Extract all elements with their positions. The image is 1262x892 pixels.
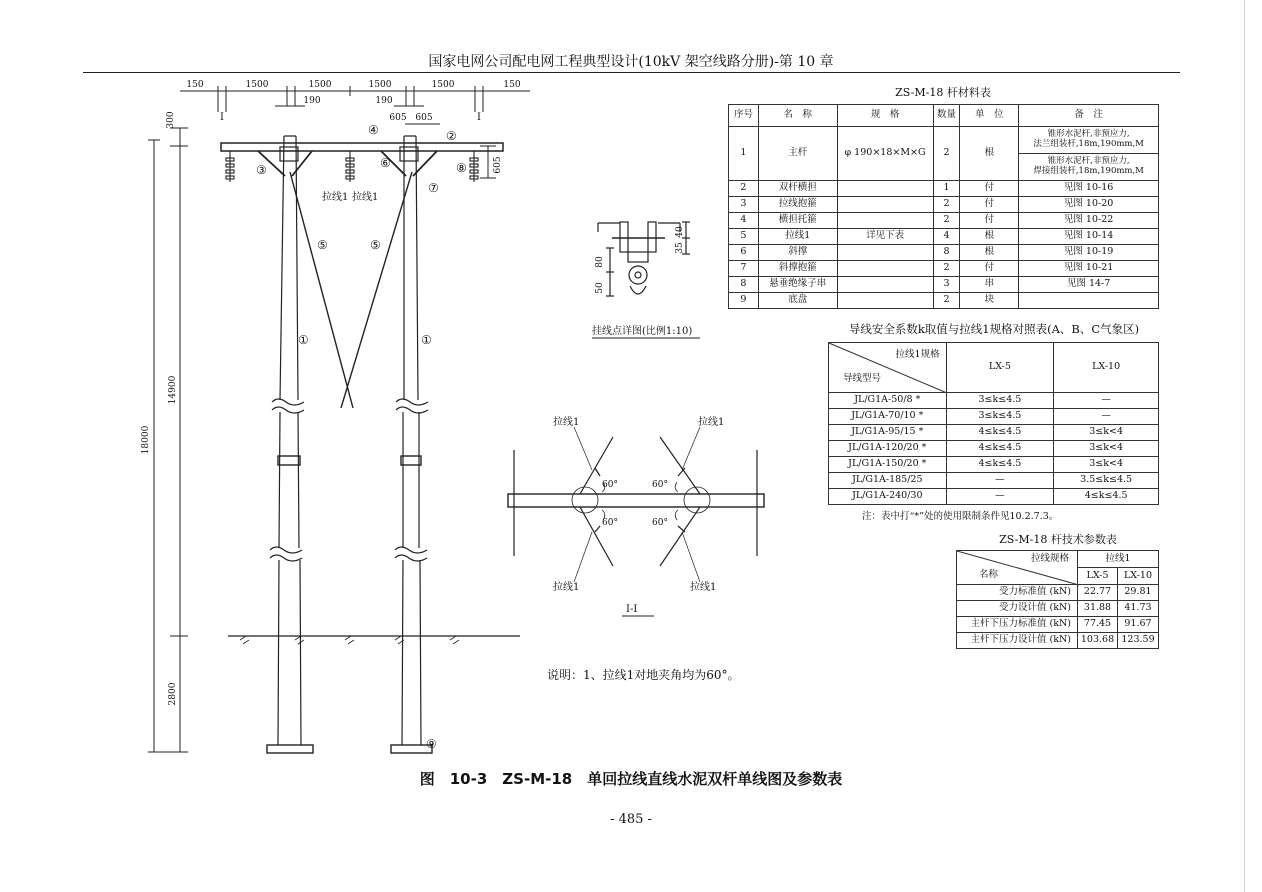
cell-lx10: 123.59 (1118, 633, 1159, 649)
remark-line: 法兰组装杆,18m,190mm,M (1033, 139, 1144, 149)
cell-no: 3 (729, 197, 759, 213)
dim-top-5: 1500 (431, 80, 455, 90)
cell-no: 2 (729, 181, 759, 197)
cell-lx10: 3≤k<4 (1054, 441, 1159, 457)
table-row (729, 197, 1159, 213)
cell-no: 5 (729, 229, 759, 245)
cell-name: 双杆横担 (758, 181, 837, 197)
section-label-br: 拉线1 (690, 582, 717, 593)
cell-unit: 付 (960, 213, 1019, 229)
cell-name: 拉线1 (758, 229, 837, 245)
cell-no: 1 (729, 127, 759, 181)
cell-spec (837, 261, 933, 277)
section-mark-left: I (220, 112, 224, 123)
dim-cross-1: 605 (389, 113, 407, 123)
cell-remark (1019, 293, 1159, 309)
cell-remark (1019, 127, 1159, 154)
cell-spec (837, 213, 933, 229)
table-row (829, 441, 1159, 457)
cell-remark: 见图 10-20 (1019, 197, 1159, 213)
dim-mid-2: 190 (375, 96, 393, 106)
header-cell: LX-5 (946, 343, 1054, 393)
cell-unit: 付 (960, 181, 1019, 197)
header-cell: LX-10 (1118, 568, 1159, 585)
cell-qty: 2 (933, 197, 960, 213)
angle-tr: 60° (652, 480, 668, 490)
callout-4: ④ (368, 123, 379, 137)
callout-1a: ① (298, 333, 309, 347)
table-row (729, 261, 1159, 277)
cell-lx10: 41.73 (1118, 601, 1159, 617)
angle-br: 60° (652, 518, 668, 528)
cell-lx10: — (1054, 409, 1159, 425)
tech-param-table (956, 550, 1159, 649)
cell-unit: 串 (960, 277, 1019, 293)
section-mark-right: I (477, 112, 481, 123)
cell-unit: 块 (960, 293, 1019, 309)
callout-2: ② (446, 129, 457, 143)
drawing-note: 说明：1、拉线1对地夹角均为60°。 (547, 668, 740, 682)
cell-spec: 详见下表 (837, 229, 933, 245)
callout-3: ③ (256, 163, 267, 177)
cell-lx5: 77.45 (1078, 617, 1118, 633)
guy-label-left: 拉线1 (322, 192, 349, 203)
cell-lx5: — (946, 489, 1054, 505)
table-header-row (829, 343, 1159, 393)
cell-model: JL/G1A-150/20 * (829, 457, 947, 473)
binding-edge-line (1244, 0, 1245, 892)
cell-lx10: — (1054, 393, 1159, 409)
table-row (829, 489, 1159, 505)
cell-lx5: 3≤k≤4.5 (946, 393, 1054, 409)
cell-qty: 2 (933, 127, 960, 181)
cell-name: 底盘 (758, 293, 837, 309)
cell-qty: 2 (933, 293, 960, 309)
header-cell: 数量 (933, 105, 960, 127)
cell-lx5: 4≤k≤4.5 (946, 425, 1054, 441)
cell-qty: 1 (933, 181, 960, 197)
dim-top-4: 1500 (368, 80, 392, 90)
cell-lx10: 29.81 (1118, 585, 1159, 601)
remark-line: 锥形水泥杆,非预应力, (1047, 129, 1130, 140)
table-header-row (957, 551, 1159, 568)
header-cell: LX-10 (1054, 343, 1159, 393)
header-cell: 备 注 (1019, 105, 1159, 127)
cell-name: 斜撑抱箍 (758, 261, 837, 277)
group-header: 拉线1 (1078, 551, 1159, 568)
table-row (829, 473, 1159, 489)
corner-cell (957, 551, 1078, 585)
cell-unit: 根 (960, 127, 1019, 181)
cell-no: 9 (729, 293, 759, 309)
detail-dim-40: 40 (675, 226, 685, 238)
section-view (508, 427, 764, 582)
cell-model: JL/G1A-70/10 * (829, 409, 947, 425)
detail-dim-50: 50 (595, 282, 605, 294)
header-cell: 规 格 (837, 105, 933, 127)
cell-spec (837, 181, 933, 197)
cell-unit: 根 (960, 245, 1019, 261)
header-cell: 序号 (729, 105, 759, 127)
callout-8: ⑧ (456, 161, 467, 175)
cell-no: 8 (729, 277, 759, 293)
cell-qty: 2 (933, 261, 960, 277)
dim-left-14900: 14900 (168, 375, 178, 405)
table-row (957, 601, 1159, 617)
corner-top: 拉线规格 (1031, 553, 1070, 564)
dim-top-3: 1500 (308, 80, 332, 90)
cell-model: JL/G1A-185/25 (829, 473, 947, 489)
callout-7: ⑦ (428, 181, 439, 195)
detail-dim-35: 35 (675, 242, 685, 254)
cell-lx5: 103.68 (1078, 633, 1118, 649)
angle-bl: 60° (602, 518, 618, 528)
cell-remark (1019, 154, 1159, 181)
cell-lx10: 4≤k≤4.5 (1054, 489, 1159, 505)
pole-elevation-drawing (0, 0, 725, 770)
dim-top-6: 150 (503, 80, 521, 90)
cell-name: 斜撑 (758, 245, 837, 261)
table-row (729, 213, 1159, 229)
cell-model: JL/G1A-240/30 (829, 489, 947, 505)
table-row (957, 585, 1159, 601)
section-label-tl: 拉线1 (553, 417, 580, 428)
cell-lx5: — (946, 473, 1054, 489)
figure-caption: 图 10-3 ZS-M-18 单回拉线直线水泥双杆单线图及参数表 (419, 770, 843, 788)
dim-top-2: 1500 (245, 80, 269, 90)
cell-model: JL/G1A-50/8 * (829, 393, 947, 409)
table-row (729, 245, 1159, 261)
cell-remark: 见图 10-14 (1019, 229, 1159, 245)
cell-no: 4 (729, 213, 759, 229)
dim-left-300: 300 (166, 111, 176, 129)
corner-cell (829, 343, 947, 393)
safety-factor-table (828, 342, 1159, 505)
page-number: - 485 - (610, 812, 652, 827)
safety-table-note: 注：表中打“*”处的使用限制条件见10.2.7.3。 (862, 511, 1059, 522)
section-caption: I-I (626, 604, 638, 615)
callout-5a: ⑤ (317, 238, 328, 252)
dim-cross-3: 605 (493, 156, 503, 174)
dim-top-1: 150 (186, 80, 204, 90)
cell-name: 受力标准值 (kN) (957, 585, 1078, 601)
callout-9: ⑨ (426, 737, 437, 751)
cell-unit: 付 (960, 197, 1019, 213)
dim-left-2800: 2800 (168, 682, 178, 706)
guy-label-right: 拉线1 (352, 192, 379, 203)
cell-model: JL/G1A-120/20 * (829, 441, 947, 457)
table-row (957, 617, 1159, 633)
cell-unit: 付 (960, 261, 1019, 277)
cell-lx5: 3≤k≤4.5 (946, 409, 1054, 425)
detail-dim-80: 80 (595, 256, 605, 268)
cell-qty: 4 (933, 229, 960, 245)
section-label-tr: 拉线1 (698, 417, 725, 428)
cell-model: JL/G1A-95/15 * (829, 425, 947, 441)
table-row (957, 633, 1159, 649)
header-cell: LX-5 (1078, 568, 1118, 585)
remark-line: 焊接组装杆,18m,190mm,M (1033, 166, 1144, 176)
detail-caption: 挂线点详图(比例1:10) (592, 326, 693, 337)
cell-remark: 见图 10-22 (1019, 213, 1159, 229)
cell-name: 受力设计值 (kN) (957, 601, 1078, 617)
corner-bottom: 名称 (979, 569, 999, 581)
table-row (829, 425, 1159, 441)
cell-spec (837, 197, 933, 213)
corner-top: 拉线1规格 (895, 349, 940, 360)
header-cell: 名 称 (758, 105, 837, 127)
header-cell: 单 位 (960, 105, 1019, 127)
table-header-row (729, 105, 1159, 127)
cell-no: 7 (729, 261, 759, 277)
table-row (729, 127, 1159, 154)
material-table (728, 104, 1159, 309)
cell-qty: 2 (933, 213, 960, 229)
table-row (729, 277, 1159, 293)
cell-lx5: 22.77 (1078, 585, 1118, 601)
dim-left-18000: 18000 (141, 425, 151, 455)
cell-qty: 3 (933, 277, 960, 293)
cell-remark: 见图 10-19 (1019, 245, 1159, 261)
section-label-bl: 拉线1 (553, 582, 580, 593)
cell-lx10: 91.67 (1118, 617, 1159, 633)
callout-5b: ⑤ (370, 238, 381, 252)
material-table-caption: ZS-M-18 杆材料表 (895, 86, 991, 99)
cell-name: 主杆 (758, 127, 837, 181)
corner-bottom: 导线型号 (843, 373, 882, 385)
cell-name: 主杆下压力标准值 (kN) (957, 617, 1078, 633)
cell-lx10: 3.5≤k≤4.5 (1054, 473, 1159, 489)
table-row (729, 229, 1159, 245)
remark-line: 锥形水泥杆,非预应力, (1047, 156, 1130, 167)
cell-spec (837, 293, 933, 309)
table-row (829, 409, 1159, 425)
header-title: 国家电网公司配电网工程典型设计(10kV 架空线路分册)-第 10 章 (428, 54, 834, 70)
cell-spec (837, 277, 933, 293)
callout-6: ⑥ (380, 156, 391, 170)
safety-table-caption: 导线安全系数k取值与拉线1规格对照表(A、B、C气象区) (848, 322, 1140, 336)
cell-remark: 见图 14-7 (1019, 277, 1159, 293)
cell-lx10: 3≤k<4 (1054, 457, 1159, 473)
table-row (729, 181, 1159, 197)
cell-unit: 根 (960, 229, 1019, 245)
table-row (829, 393, 1159, 409)
cell-name: 悬垂绝缘子串 (758, 277, 837, 293)
angle-tl: 60° (602, 480, 618, 490)
cell-qty: 8 (933, 245, 960, 261)
table-row (829, 457, 1159, 473)
table-row (729, 293, 1159, 309)
cell-lx5: 4≤k≤4.5 (946, 457, 1054, 473)
dim-mid-1: 190 (303, 96, 321, 106)
cell-name: 横担托箍 (758, 213, 837, 229)
cell-remark: 见图 10-21 (1019, 261, 1159, 277)
cell-name: 主杆下压力设计值 (kN) (957, 633, 1078, 649)
dim-cross-2: 605 (415, 113, 433, 123)
cell-spec (837, 245, 933, 261)
cell-lx10: 3≤k<4 (1054, 425, 1159, 441)
cell-no: 6 (729, 245, 759, 261)
cell-spec: φ 190×18×M×G (837, 127, 933, 181)
cell-lx5: 31.88 (1078, 601, 1118, 617)
tech-table-caption: ZS-M-18 杆技术参数表 (999, 533, 1117, 546)
cell-name: 拉线抱箍 (758, 197, 837, 213)
callout-1b: ① (421, 333, 432, 347)
cell-lx5: 4≤k≤4.5 (946, 441, 1054, 457)
cell-remark: 见图 10-16 (1019, 181, 1159, 197)
